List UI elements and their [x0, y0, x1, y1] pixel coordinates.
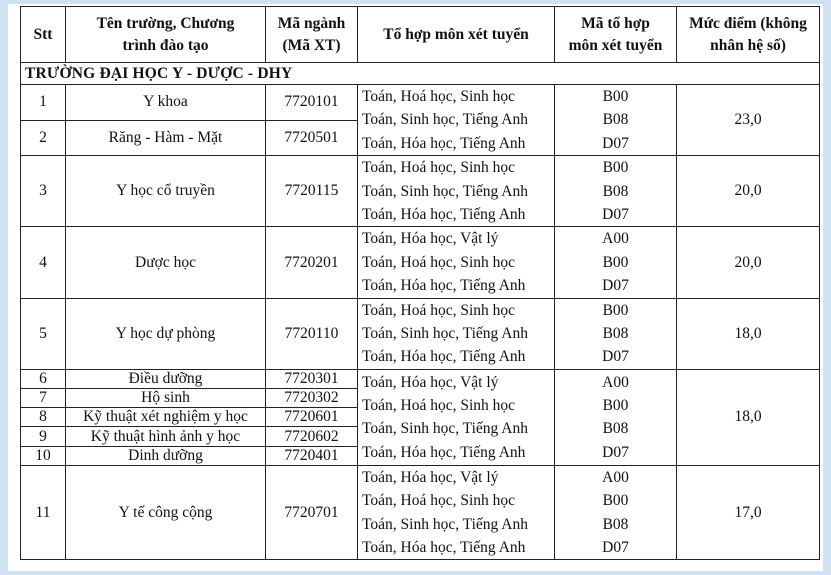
program-name-cell: Răng - Hàm - Mặt — [66, 120, 266, 156]
score-cell: 23,0 — [677, 85, 820, 156]
combo-code-cell — [555, 85, 677, 156]
program-name-cell: Kỹ thuật xét nghiệm y học — [66, 408, 266, 427]
subject-combo-item: Toán, Sinh học, Tiếng Anh — [362, 420, 528, 438]
combo-code-item: D07 — [602, 134, 629, 152]
subject-combo-item: Toán, Hoá học, Sinh học — [362, 253, 516, 271]
header-score — [677, 7, 820, 63]
subject-combo-item: Toán, Sinh học, Tiếng Anh — [362, 182, 528, 200]
header-program — [66, 7, 266, 63]
score-cell: 20,0 — [677, 227, 820, 298]
stt-cell: 4 — [21, 227, 66, 298]
subject-combo-item: Toán, Sinh học, Tiếng Anh — [362, 325, 528, 343]
subject-combo-cell — [358, 227, 555, 298]
combo-code-item: B00 — [602, 492, 629, 510]
combo-code-cell — [555, 465, 677, 560]
table-row — [21, 85, 820, 121]
subject-combo-item: Toán, Hoá học, Sinh học — [362, 88, 516, 105]
admission-score-table — [20, 6, 820, 560]
stt-cell: 11 — [21, 465, 66, 560]
combo-code-item: D07 — [602, 539, 629, 557]
program-name-cell: Y học cổ truyền — [66, 156, 266, 227]
program-name-cell: Y tế công cộng — [66, 465, 266, 560]
subject-combo-cell — [358, 298, 555, 369]
table-row — [21, 227, 820, 298]
stt-cell: 10 — [21, 446, 66, 465]
subject-combo-item: Toán, Hóa học, Vật lý — [362, 373, 499, 391]
subject-combo-item: Toán, Sinh học, Tiếng Anh — [362, 111, 528, 129]
header-combo-code — [555, 7, 677, 63]
combo-code-item: B08 — [602, 420, 629, 438]
stt-cell: 8 — [21, 408, 66, 427]
header-major-code — [266, 7, 358, 63]
subject-combo-cell — [358, 465, 555, 560]
subject-combo-item: Toán, Hóa học, Vật lý — [362, 230, 499, 248]
subject-combo-item: Toán, Hóa học, Tiếng Anh — [362, 206, 526, 224]
score-cell: 18,0 — [677, 369, 820, 465]
subject-combo-item: Toán, Hoá học, Sinh học — [362, 301, 516, 319]
table-row — [21, 298, 820, 369]
combo-code-item: B08 — [602, 182, 629, 200]
score-cell: 20,0 — [677, 156, 820, 227]
subject-combo-item: Toán, Hóa học, Vật lý — [362, 468, 499, 486]
major-code-cell: 7720401 — [266, 446, 358, 465]
subject-combo-item: Toán, Hoá học, Sinh học — [362, 159, 516, 177]
subject-combo-item: Toán, Hóa học, Tiếng Anh — [362, 443, 526, 461]
combo-code-cell — [555, 298, 677, 369]
header-major-code-line1: Mã ngành — [277, 14, 346, 32]
stt-cell: 5 — [21, 298, 66, 369]
stt-cell: 7 — [21, 389, 66, 408]
score-cell: 17,0 — [677, 465, 820, 560]
header-score-line2: nhân hệ số) — [710, 36, 786, 54]
combo-code-item: A00 — [602, 230, 629, 248]
program-name-cell: Y học dự phòng — [66, 298, 266, 369]
combo-code-item: A00 — [602, 468, 629, 486]
program-name-cell: Dinh dưỡng — [66, 446, 266, 465]
major-code-cell: 7720302 — [266, 389, 358, 408]
combo-code-item: D07 — [602, 206, 629, 224]
major-code-cell: 7720501 — [266, 120, 358, 156]
major-code-cell: 7720701 — [266, 465, 358, 560]
combo-code-item: D07 — [602, 443, 629, 461]
major-code-cell: 7720301 — [266, 369, 358, 388]
stt-cell: 3 — [21, 156, 66, 227]
header-subject-combo: Tổ hợp môn xét tuyển — [358, 7, 555, 63]
combo-code-item: B00 — [602, 301, 629, 319]
program-name-cell: Kỹ thuật hình ảnh y học — [66, 427, 266, 446]
combo-code-item: B00 — [602, 253, 629, 271]
header-combo-code-line2: môn xét tuyển — [568, 36, 663, 54]
header-score-line1: Mức điểm (không — [689, 14, 807, 32]
combo-code-item: B00 — [602, 159, 629, 177]
section-title: TRƯỜNG ĐẠI HỌC Y - DƯỢC - DHY — [21, 63, 820, 85]
subject-combo-item: Toán, Hóa học, Tiếng Anh — [362, 134, 526, 152]
subject-combo-item: Toán, Sinh học, Tiếng Anh — [362, 515, 528, 533]
header-major-code-line2: (Mã XT) — [282, 36, 341, 54]
header-row — [21, 7, 820, 63]
table-row — [21, 369, 820, 388]
program-name-cell: Y khoa — [66, 85, 266, 121]
program-name-cell: Hộ sinh — [66, 389, 266, 408]
table-row — [21, 156, 820, 227]
header-program-line1: Tên trường, Chương — [96, 14, 235, 32]
header-combo-code-line1: Mã tổ hợp — [581, 14, 650, 32]
combo-code-item: B08 — [602, 325, 629, 343]
major-code-cell: 7720115 — [266, 156, 358, 227]
subject-combo-cell — [358, 156, 555, 227]
combo-code-cell — [555, 227, 677, 298]
program-name-cell: Điều dưỡng — [66, 369, 266, 388]
subject-combo-cell — [358, 369, 555, 465]
score-cell: 18,0 — [677, 298, 820, 369]
combo-code-cell — [555, 156, 677, 227]
combo-code-item: A00 — [602, 373, 629, 391]
document-page — [8, 4, 823, 571]
stt-cell: 1 — [21, 85, 66, 121]
combo-code-cell — [555, 369, 677, 465]
combo-code-item: B00 — [602, 88, 629, 105]
stt-cell: 9 — [21, 427, 66, 446]
combo-code-item: D07 — [602, 348, 629, 366]
stt-cell: 2 — [21, 120, 66, 156]
section-row — [21, 63, 820, 85]
subject-combo-item: Toán, Hóa học, Tiếng Anh — [362, 277, 526, 295]
major-code-cell: 7720110 — [266, 298, 358, 369]
combo-code-item: D07 — [602, 277, 629, 295]
subject-combo-cell — [358, 85, 555, 156]
subject-combo-item: Toán, Hoá học, Sinh học — [362, 492, 516, 510]
combo-code-item: B08 — [602, 111, 629, 129]
subject-combo-item: Toán, Hoá học, Sinh học — [362, 396, 516, 414]
combo-code-item: B08 — [602, 515, 629, 533]
subject-combo-item: Toán, Hóa học, Tiếng Anh — [362, 348, 526, 366]
major-code-cell: 7720602 — [266, 427, 358, 446]
program-name-cell: Dược học — [66, 227, 266, 298]
header-stt: Stt — [21, 7, 66, 63]
major-code-cell: 7720201 — [266, 227, 358, 298]
major-code-cell: 7720101 — [266, 85, 358, 121]
major-code-cell: 7720601 — [266, 408, 358, 427]
combo-code-item: B00 — [602, 396, 629, 414]
table-row — [21, 465, 820, 560]
subject-combo-item: Toán, Hóa học, Tiếng Anh — [362, 539, 526, 557]
stt-cell: 6 — [21, 369, 66, 388]
header-program-line2: trình đào tạo — [122, 36, 209, 54]
